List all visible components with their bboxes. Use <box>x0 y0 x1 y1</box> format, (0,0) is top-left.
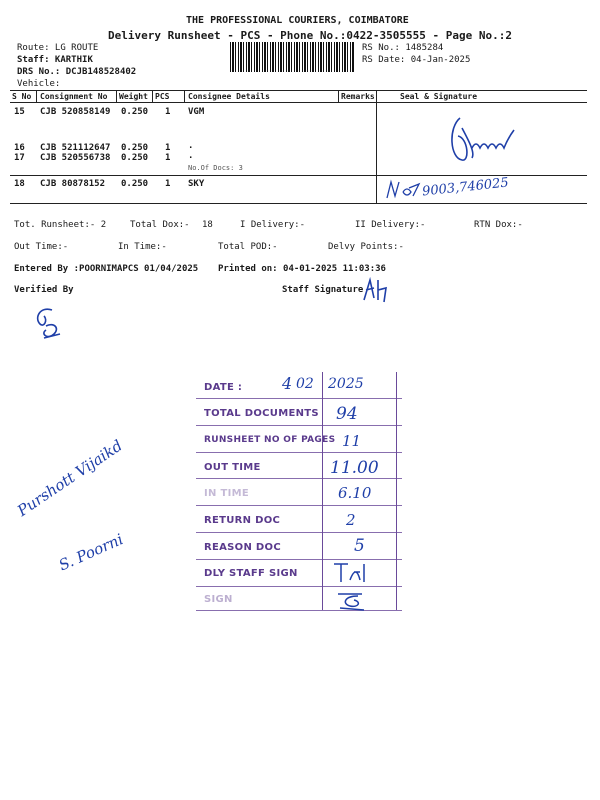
side-note-signature: S. Poorni <box>56 530 126 575</box>
cell-details: SKY <box>188 179 205 189</box>
signature-scribble <box>440 108 520 168</box>
stamp-out-time-label: OUT TIME <box>204 462 261 473</box>
col-remarks: Remarks <box>341 92 375 101</box>
cell-consignment: CJB 521112647 <box>40 143 111 153</box>
cell-weight: 0.250 <box>121 179 149 189</box>
stamp-date-day: 4 <box>282 374 293 393</box>
delivery-stamp <box>196 368 402 612</box>
cell-sno: 15 <box>14 107 25 117</box>
cell-consignment: CJB 80878152 <box>40 179 106 189</box>
cell-sno: 17 <box>14 153 25 163</box>
entered-by: Entered By :POORNIMAPCS 01/04/2025 <box>14 264 199 274</box>
stamp-reason-doc-label: REASON DOC <box>204 542 281 553</box>
side-note-name: Purshott Vijaikd <box>14 436 126 520</box>
handwritten-no-mark <box>385 178 423 202</box>
vehicle-label: Vehicle: <box>17 79 61 89</box>
stamp-sign-scribble <box>336 588 366 612</box>
staff-signature-scribble <box>360 276 388 304</box>
rs-number: RS No.: 1485284 <box>362 43 444 53</box>
stamp-out-time-value: 11.00 <box>330 458 379 478</box>
runsheet-subtitle: Delivery Runsheet - PCS - Phone No.:0422-3505555 - Page No.:2 <box>108 29 512 42</box>
drs-label: DRS No.: DCJB148528402 <box>17 67 137 77</box>
stamp-date-year: 2025 <box>328 376 364 392</box>
col-seal: Seal & Signature <box>400 92 478 101</box>
cell-pcs: 1 <box>165 153 171 163</box>
stamp-total-docs-value: 94 <box>336 404 358 424</box>
stamp-date-month: 02 <box>296 376 314 392</box>
rtn-dox: RTN Dox:- <box>474 220 523 230</box>
stamp-staff-sign-scribble <box>330 560 370 584</box>
cell-weight: 0.250 <box>121 107 149 117</box>
cell-details: . <box>188 151 194 161</box>
cell-details: VGM <box>188 107 205 117</box>
stamp-runsheet-pages-label: RUNSHEET NO OF PAGES <box>204 435 336 445</box>
ii-delivery: II Delivery:- <box>355 220 426 230</box>
stamp-reason-doc-value: 5 <box>354 536 365 556</box>
docs-note: No.Of Docs: 3 <box>188 164 243 172</box>
route-label: Route: LG ROUTE <box>17 43 99 53</box>
total-dox-label: Total Dox:- <box>130 220 190 230</box>
stamp-date-label: DATE : <box>204 382 243 393</box>
rs-date: RS Date: 04-Jan-2025 <box>362 55 471 65</box>
total-pod: Total POD:- <box>218 242 278 252</box>
stamp-return-doc-value: 2 <box>346 511 356 529</box>
col-pcs: PCS <box>155 92 170 101</box>
cell-details: . <box>188 141 194 151</box>
stamp-in-time-label: IN TIME <box>204 488 249 499</box>
handwritten-phone-note: 9003,746025 <box>421 175 510 200</box>
cell-pcs: 1 <box>165 179 171 189</box>
verified-scribble <box>30 304 64 342</box>
cell-weight: 0.250 <box>121 153 149 163</box>
i-delivery: I Delivery:- <box>240 220 306 230</box>
cell-pcs: 1 <box>165 143 171 153</box>
stamp-return-doc-label: RETURN DOC <box>204 515 281 526</box>
stamp-in-time-value: 6.10 <box>338 484 372 502</box>
barcode <box>230 42 354 72</box>
cell-pcs: 1 <box>165 107 171 117</box>
stamp-pages-value: 11 <box>342 432 362 450</box>
staff-label: Staff: KARTHIK <box>17 55 93 65</box>
stamp-sign-label: SIGN <box>204 594 233 605</box>
cell-consignment: CJB 520556738 <box>40 153 111 163</box>
col-consignment: Consignment No <box>40 92 108 101</box>
col-weight: Weight <box>119 92 148 101</box>
cell-sno: 18 <box>14 179 25 189</box>
out-time: Out Time:- <box>14 242 69 252</box>
cell-sno: 16 <box>14 143 25 153</box>
col-sno: S No <box>12 92 32 101</box>
verified-by: Verified By <box>14 285 74 295</box>
delvy-points: Delvy Points:- <box>328 242 404 252</box>
printed-on: Printed on: 04-01-2025 11:03:36 <box>218 264 386 274</box>
cell-weight: 0.250 <box>121 143 149 153</box>
staff-signature: Staff Signature <box>282 285 364 295</box>
company-title: THE PROFESSIONAL COURIERS, COIMBATORE <box>186 15 409 26</box>
stamp-staff-sign-label: DLY STAFF SIGN <box>204 568 298 579</box>
col-consignee: Consignee Details <box>188 92 270 101</box>
tot-runsheet: Tot. Runsheet:- 2 <box>14 220 107 230</box>
stamp-total-docs-label: TOTAL DOCUMENTS <box>204 408 319 419</box>
in-time: In Time:- <box>118 242 167 252</box>
total-dox-value: 18 <box>202 220 213 230</box>
cell-consignment: CJB 520858149 <box>40 107 111 117</box>
